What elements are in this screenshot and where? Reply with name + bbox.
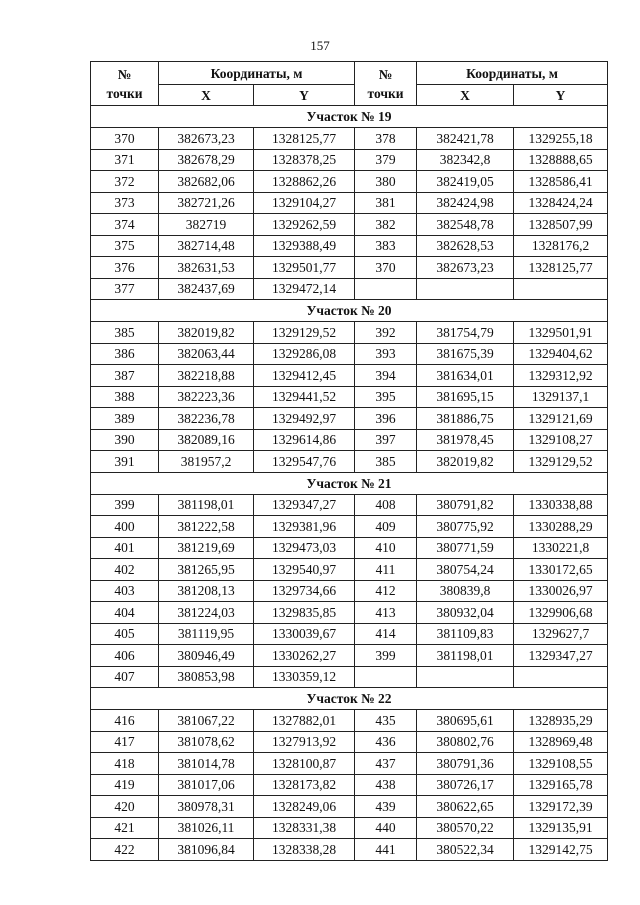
y-coordinate-cell: 1328176,2 [514,235,608,257]
y-coordinate-cell: 1329129,52 [254,322,355,344]
x-coordinate-cell: 380946,49 [159,645,254,667]
point-number-cell: 370 [91,128,159,150]
y-coordinate-cell: 1329108,27 [514,429,608,451]
y-coordinate-cell: 1329547,76 [254,451,355,473]
x-coordinate-cell: 380754,24 [417,559,514,581]
x-coordinate-cell: 380570,22 [417,817,514,839]
x-coordinate-cell: 381886,75 [417,408,514,430]
point-number-cell: 411 [355,559,417,581]
y-coordinate-cell: 1329347,27 [514,645,608,667]
point-number-cell: 421 [91,817,159,839]
y-coordinate-cell [514,278,608,300]
y-coordinate-cell: 1329501,91 [514,322,608,344]
y-coordinate-cell: 1329108,55 [514,753,608,775]
coordinates-table [90,61,608,861]
table-row [91,645,608,667]
x-coordinate-cell: 381014,78 [159,753,254,775]
point-number-cell: 413 [355,602,417,624]
table-row [91,171,608,193]
point-number-cell: 440 [355,817,417,839]
table-row [91,580,608,602]
point-number-cell: 385 [355,451,417,473]
table-row [91,278,608,300]
table-row [91,710,608,732]
table-row [91,257,608,279]
x-coordinate-cell: 382714,48 [159,235,254,257]
y-coordinate-cell: 1328862,26 [254,171,355,193]
x-coordinate-cell: 380839,8 [417,580,514,602]
point-number-cell: 397 [355,429,417,451]
point-number-cell: 395 [355,386,417,408]
point-number-cell: 410 [355,537,417,559]
x-coordinate-cell: 382673,23 [159,128,254,150]
page-number: 157 [310,38,330,53]
y-coordinate-cell: 1329835,85 [254,602,355,624]
point-number-cell: 441 [355,839,417,861]
point-number-cell: 401 [91,537,159,559]
y-coordinate-cell: 1329286,08 [254,343,355,365]
x-header: X [159,85,254,106]
y-coordinate-cell: 1328935,29 [514,710,608,732]
section-title: Участок № 20 [91,300,608,322]
point-number-cell: 375 [91,235,159,257]
y-coordinate-cell: 1329441,52 [254,386,355,408]
y-coordinate-cell: 1329388,49 [254,235,355,257]
x-coordinate-cell: 381067,22 [159,710,254,732]
point-number-cell: 436 [355,731,417,753]
x-coordinate-cell: 380771,59 [417,537,514,559]
point-number-cell [355,278,417,300]
y-coordinate-cell: 1330338,88 [514,494,608,516]
point-number-cell: 383 [355,235,417,257]
point-number-cell: 380 [355,171,417,193]
point-number-header: № точки [91,62,159,106]
y-coordinate-cell: 1328507,99 [514,214,608,236]
y-coordinate-cell: 1329404,62 [514,343,608,365]
x-coordinate-cell: 382631,53 [159,257,254,279]
y-coordinate-cell: 1327882,01 [254,710,355,732]
x-coordinate-cell [417,278,514,300]
y-coordinate-cell: 1329492,97 [254,408,355,430]
y-coordinate-cell: 1328249,06 [254,796,355,818]
point-number-cell: 408 [355,494,417,516]
y-coordinate-cell: 1329104,27 [254,192,355,214]
table-row [91,817,608,839]
y-coordinate-cell: 1328173,82 [254,774,355,796]
point-number-cell: 371 [91,149,159,171]
x-coordinate-cell: 381026,11 [159,817,254,839]
point-number-cell: 422 [91,839,159,861]
y-coordinate-cell: 1329137,1 [514,386,608,408]
x-coordinate-cell: 381634,01 [417,365,514,387]
x-coordinate-cell: 382719 [159,214,254,236]
point-number-cell: 399 [91,494,159,516]
section-row [91,472,608,494]
x-header: X [417,85,514,106]
x-coordinate-cell: 382063,44 [159,343,254,365]
x-coordinate-cell: 381219,69 [159,537,254,559]
x-coordinate-cell: 382419,05 [417,171,514,193]
y-coordinate-cell: 1330359,12 [254,666,355,688]
table-row [91,322,608,344]
point-number-cell: 406 [91,645,159,667]
y-coordinate-cell: 1329347,27 [254,494,355,516]
y-header: Y [514,85,608,106]
x-coordinate-cell: 381109,83 [417,623,514,645]
point-number-cell: 370 [355,257,417,279]
point-number-cell: 379 [355,149,417,171]
y-coordinate-cell: 1329262,59 [254,214,355,236]
point-number-cell: 377 [91,278,159,300]
point-number-cell: 405 [91,623,159,645]
y-coordinate-cell: 1329135,91 [514,817,608,839]
x-coordinate-cell: 382437,69 [159,278,254,300]
y-coordinate-cell: 1329906,68 [514,602,608,624]
y-coordinate-cell: 1330288,29 [514,516,608,538]
y-coordinate-cell: 1329614,86 [254,429,355,451]
y-coordinate-cell: 1330172,65 [514,559,608,581]
x-coordinate-cell: 382019,82 [417,451,514,473]
x-coordinate-cell: 381017,06 [159,774,254,796]
header-row-axes [91,85,608,106]
x-coordinate-cell: 382236,78 [159,408,254,430]
point-number-cell: 389 [91,408,159,430]
y-coordinate-cell: 1329165,78 [514,774,608,796]
point-number-cell: 417 [91,731,159,753]
point-number-cell: 392 [355,322,417,344]
x-coordinate-cell: 382721,26 [159,192,254,214]
x-coordinate-cell: 380802,76 [417,731,514,753]
section-row [91,300,608,322]
table-row [91,149,608,171]
x-coordinate-cell: 382342,8 [417,149,514,171]
point-number-cell: 393 [355,343,417,365]
point-number-cell: 391 [91,451,159,473]
x-coordinate-cell: 380853,98 [159,666,254,688]
table-row [91,365,608,387]
point-number-cell: 372 [91,171,159,193]
x-coordinate-cell: 380932,04 [417,602,514,624]
y-coordinate-cell: 1328424,24 [514,192,608,214]
point-number-cell: 399 [355,645,417,667]
table-row [91,623,608,645]
x-coordinate-cell: 380695,61 [417,710,514,732]
point-number-cell: 374 [91,214,159,236]
y-coordinate-cell: 1328100,87 [254,753,355,775]
section-title: Участок № 21 [91,472,608,494]
table-row [91,774,608,796]
point-number-header: № точки [355,62,417,106]
point-number-cell: 386 [91,343,159,365]
x-coordinate-cell: 382673,23 [417,257,514,279]
point-number-cell: 382 [355,214,417,236]
x-coordinate-cell: 382223,36 [159,386,254,408]
point-number-cell: 400 [91,516,159,538]
x-coordinate-cell: 382628,53 [417,235,514,257]
table-row [91,408,608,430]
y-coordinate-cell: 1328125,77 [254,128,355,150]
table-row [91,192,608,214]
table-row [91,666,608,688]
header-row [91,62,608,85]
section-row [91,688,608,710]
y-coordinate-cell: 1330262,27 [254,645,355,667]
y-coordinate-cell [514,666,608,688]
y-coordinate-cell: 1329312,92 [514,365,608,387]
point-number-cell: 394 [355,365,417,387]
y-coordinate-cell: 1329255,18 [514,128,608,150]
point-number-cell: 403 [91,580,159,602]
x-coordinate-cell: 381198,01 [417,645,514,667]
y-coordinate-cell: 1328338,28 [254,839,355,861]
table-row [91,214,608,236]
point-number-cell: 437 [355,753,417,775]
point-number-cell: 412 [355,580,417,602]
x-coordinate-cell: 381265,95 [159,559,254,581]
point-number-cell: 435 [355,710,417,732]
table-row [91,839,608,861]
y-coordinate-cell: 1329734,66 [254,580,355,602]
y-coordinate-cell: 1328969,48 [514,731,608,753]
x-coordinate-cell: 380522,34 [417,839,514,861]
table-row [91,386,608,408]
table-row [91,494,608,516]
coords-header-left: Координаты, м [159,62,355,85]
y-coordinate-cell: 1328888,65 [514,149,608,171]
x-coordinate-cell: 382424,98 [417,192,514,214]
x-coordinate-cell: 382218,88 [159,365,254,387]
y-coordinate-cell: 1329172,39 [514,796,608,818]
point-number-cell: 385 [91,322,159,344]
point-number-cell: 396 [355,408,417,430]
section-row [91,106,608,128]
point-number-cell: 416 [91,710,159,732]
point-number-cell: 373 [91,192,159,214]
point-number-cell: 420 [91,796,159,818]
x-coordinate-cell: 381119,95 [159,623,254,645]
table-row [91,602,608,624]
y-coordinate-cell: 1328586,41 [514,171,608,193]
point-number-cell: 387 [91,365,159,387]
table-row [91,796,608,818]
point-number-cell [355,666,417,688]
x-coordinate-cell: 381978,45 [417,429,514,451]
x-coordinate-cell: 380775,92 [417,516,514,538]
section-title: Участок № 22 [91,688,608,710]
y-coordinate-cell: 1328378,25 [254,149,355,171]
x-coordinate-cell: 380622,65 [417,796,514,818]
y-coordinate-cell: 1330039,67 [254,623,355,645]
y-coordinate-cell: 1329472,14 [254,278,355,300]
point-number-cell: 409 [355,516,417,538]
table-row [91,128,608,150]
y-header: Y [254,85,355,106]
x-coordinate-cell: 381754,79 [417,322,514,344]
point-number-cell: 388 [91,386,159,408]
point-number-cell: 439 [355,796,417,818]
x-coordinate-cell: 382421,78 [417,128,514,150]
y-coordinate-cell: 1330026,97 [514,580,608,602]
x-coordinate-cell: 380791,36 [417,753,514,775]
table-row [91,537,608,559]
x-coordinate-cell: 382019,82 [159,322,254,344]
table-body [91,106,608,861]
y-coordinate-cell: 1328331,38 [254,817,355,839]
x-coordinate-cell: 381957,2 [159,451,254,473]
y-coordinate-cell: 1328125,77 [514,257,608,279]
x-coordinate-cell: 381675,39 [417,343,514,365]
y-coordinate-cell: 1329142,75 [514,839,608,861]
point-number-cell: 376 [91,257,159,279]
table-row [91,516,608,538]
x-coordinate-cell: 381695,15 [417,386,514,408]
point-number-cell: 414 [355,623,417,645]
y-coordinate-cell: 1329412,45 [254,365,355,387]
x-coordinate-cell: 381078,62 [159,731,254,753]
table-row [91,429,608,451]
point-number-cell: 419 [91,774,159,796]
x-coordinate-cell: 381208,13 [159,580,254,602]
y-coordinate-cell: 1329540,97 [254,559,355,581]
x-coordinate-cell: 381224,03 [159,602,254,624]
x-coordinate-cell [417,666,514,688]
y-coordinate-cell: 1329501,77 [254,257,355,279]
x-coordinate-cell: 382089,16 [159,429,254,451]
table-row [91,235,608,257]
table-row [91,731,608,753]
y-coordinate-cell: 1330221,8 [514,537,608,559]
point-number-cell: 438 [355,774,417,796]
y-coordinate-cell: 1329627,7 [514,623,608,645]
point-number-cell: 418 [91,753,159,775]
y-coordinate-cell: 1329129,52 [514,451,608,473]
table-row [91,451,608,473]
x-coordinate-cell: 381198,01 [159,494,254,516]
x-coordinate-cell: 382682,06 [159,171,254,193]
x-coordinate-cell: 380726,17 [417,774,514,796]
point-number-cell: 378 [355,128,417,150]
point-number-cell: 407 [91,666,159,688]
x-coordinate-cell: 382548,78 [417,214,514,236]
y-coordinate-cell: 1329473,03 [254,537,355,559]
table-row [91,559,608,581]
x-coordinate-cell: 382678,29 [159,149,254,171]
point-number-cell: 390 [91,429,159,451]
y-coordinate-cell: 1327913,92 [254,731,355,753]
table-row [91,343,608,365]
point-number-cell: 404 [91,602,159,624]
x-coordinate-cell: 381222,58 [159,516,254,538]
coords-header-right: Координаты, м [417,62,608,85]
point-number-cell: 381 [355,192,417,214]
table-row [91,753,608,775]
x-coordinate-cell: 380791,82 [417,494,514,516]
y-coordinate-cell: 1329121,69 [514,408,608,430]
point-number-cell: 402 [91,559,159,581]
x-coordinate-cell: 381096,84 [159,839,254,861]
y-coordinate-cell: 1329381,96 [254,516,355,538]
section-title: Участок № 19 [91,106,608,128]
x-coordinate-cell: 380978,31 [159,796,254,818]
